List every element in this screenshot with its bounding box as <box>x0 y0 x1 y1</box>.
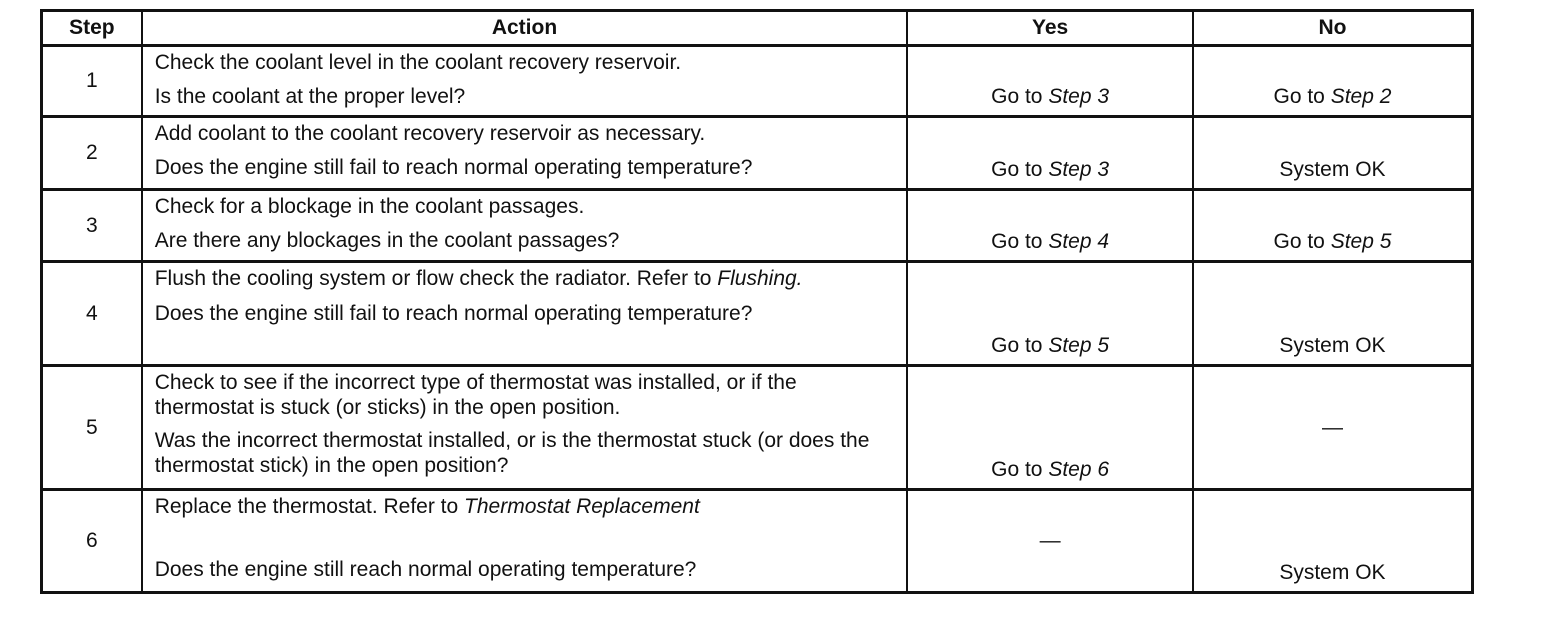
yes-result: Go to Step 6 <box>907 366 1193 490</box>
no-result: System OK <box>1193 117 1473 190</box>
header-yes: Yes <box>907 11 1193 46</box>
header-no: No <box>1193 11 1473 46</box>
action-cell <box>142 262 908 366</box>
action-cell <box>142 46 908 117</box>
table-row <box>42 366 1473 490</box>
action-instruction: Check for a blockage in the coolant passages. <box>154 195 585 218</box>
diagnostic-table <box>40 9 1474 594</box>
yes-result: Go to Step 3 <box>907 117 1193 190</box>
action-question: Is the coolant at the proper level? <box>154 85 466 108</box>
header-action: Action <box>142 11 908 46</box>
yes-result: — <box>907 490 1193 593</box>
header-row <box>42 11 1473 46</box>
table-row <box>42 190 1473 262</box>
table-row <box>42 490 1473 593</box>
action-cell <box>142 490 908 593</box>
action-question: Does the engine still fail to reach normal operating temperature? <box>154 302 753 325</box>
thermostat-replacement-reference-link: Thermostat Replacement <box>464 495 700 518</box>
action-question: Does the engine still reach normal operating temperature? <box>154 558 697 581</box>
flushing-reference-link: Flushing. <box>717 267 803 290</box>
no-result: System OK <box>1193 262 1473 366</box>
no-result: — <box>1193 366 1473 490</box>
action-instruction: Flush the cooling system or flow check the radiator. Refer to Flushing. <box>154 267 803 290</box>
table-row <box>42 46 1473 117</box>
action-cell <box>142 190 908 262</box>
action-instruction: Check to see if the incorrect type of thermostat was installed, or if the thermostat is stuck (or sticks) in the open position. <box>154 371 797 419</box>
header-step: Step <box>42 11 142 46</box>
action-instruction: Add coolant to the coolant recovery reservoir as necessary. <box>154 122 706 145</box>
yes-result: Go to Step 3 <box>907 46 1193 117</box>
table-row <box>42 262 1473 366</box>
no-result: Go to Step 5 <box>1193 190 1473 262</box>
action-instruction: Check the coolant level in the coolant recovery reservoir. <box>154 51 682 74</box>
step-number: 6 <box>42 490 142 593</box>
step-number: 5 <box>42 366 142 490</box>
action-question: Are there any blockages in the coolant passages? <box>154 229 620 252</box>
action-cell <box>142 366 908 490</box>
step-number: 4 <box>42 262 142 366</box>
no-result: System OK <box>1193 490 1473 593</box>
step-number: 1 <box>42 46 142 117</box>
no-result: Go to Step 2 <box>1193 46 1473 117</box>
step-number: 2 <box>42 117 142 190</box>
action-question: Does the engine still fail to reach normal operating temperature? <box>154 156 753 179</box>
table-row <box>42 117 1473 190</box>
action-instruction: Replace the thermostat. Refer to Thermostat Replacement <box>154 495 700 518</box>
yes-result: Go to Step 4 <box>907 190 1193 262</box>
step-number: 3 <box>42 190 142 262</box>
action-cell <box>142 117 908 190</box>
yes-result: Go to Step 5 <box>907 262 1193 366</box>
action-question: Was the incorrect thermostat installed, or is the thermostat stuck (or does the thermostat stick) in the open position? <box>154 429 870 477</box>
